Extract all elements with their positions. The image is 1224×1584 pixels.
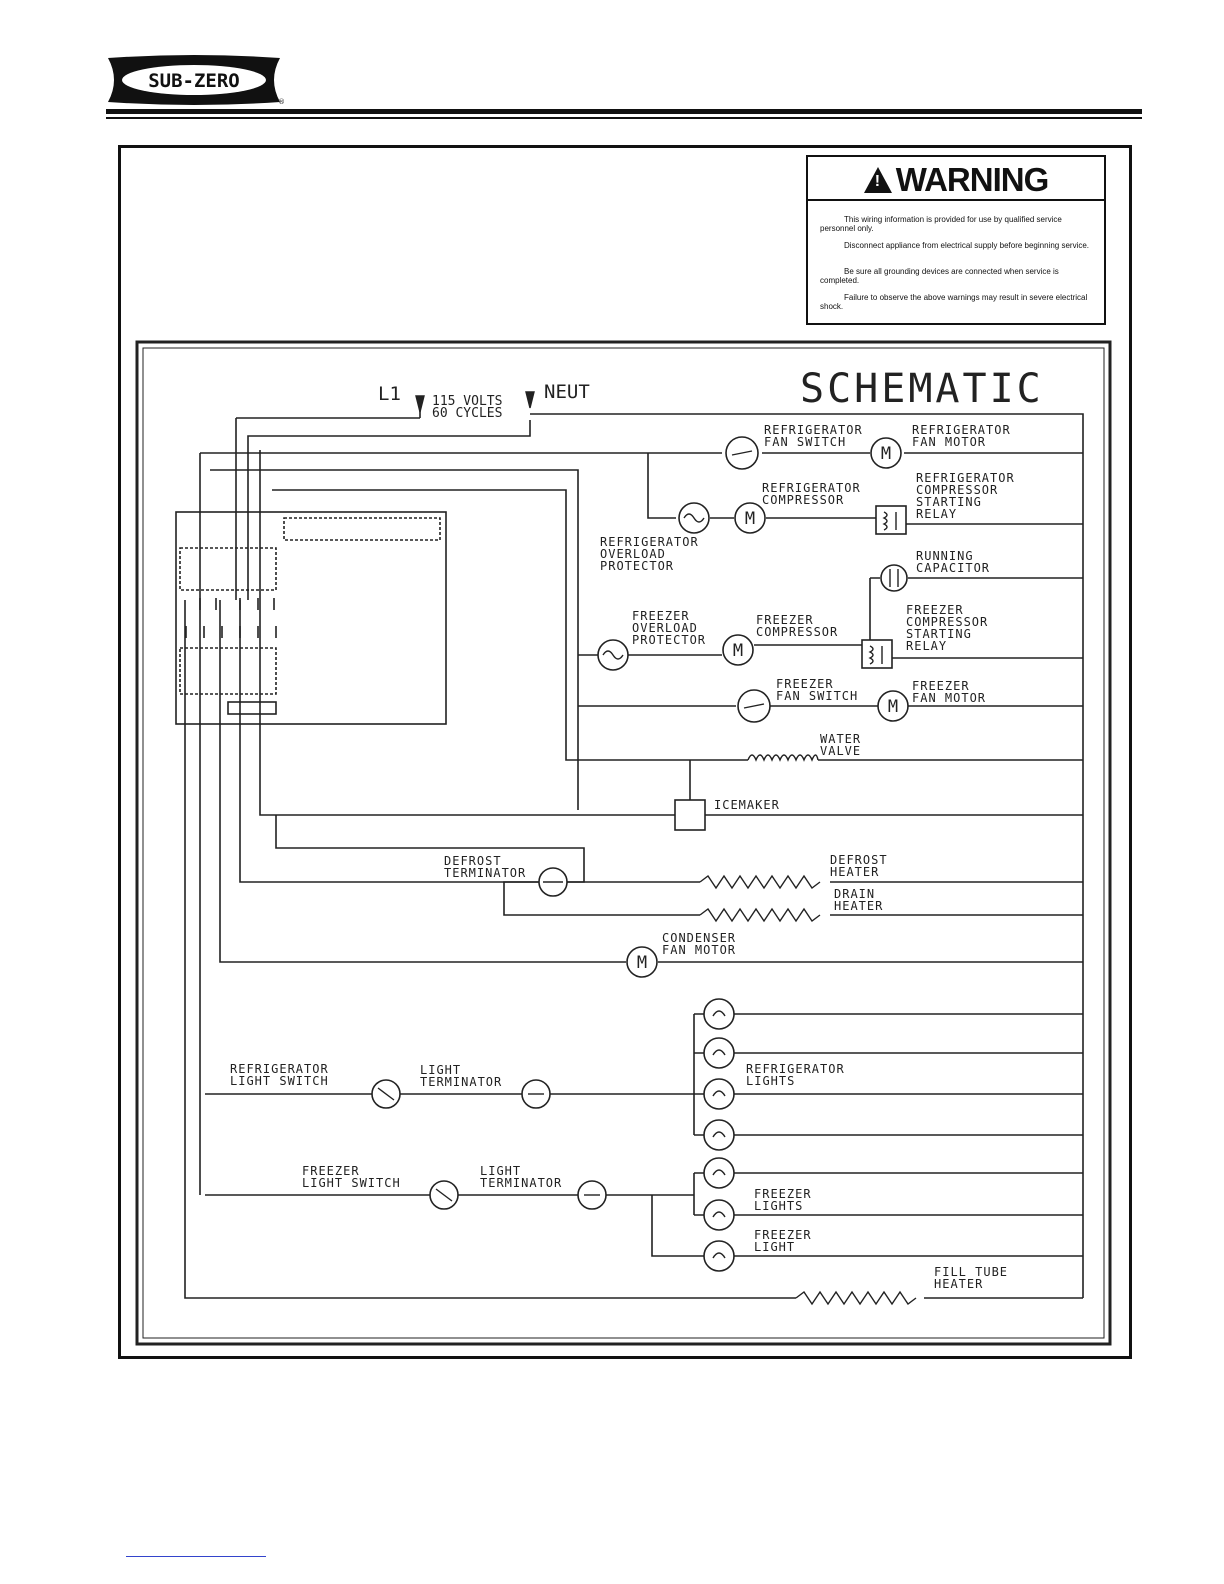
label-refrigerator-overload: OVERLOAD [600, 547, 666, 561]
motor-letter: M [732, 641, 744, 661]
label-refrigerator-relay: RELAY [916, 507, 958, 521]
refrigerator-light-bulb [704, 1079, 734, 1109]
label-freezer-lights: FREEZER [754, 1187, 812, 1201]
label-refrigerator-relay: STARTING [916, 495, 982, 509]
neut-label: NEUT [544, 381, 590, 403]
motor-letter: M [636, 953, 648, 973]
freezer-light-bulb [704, 1241, 734, 1271]
freezer-light-bulb [704, 1200, 734, 1230]
refrigerator-light-bulb [704, 999, 734, 1029]
refrigerator-light-bulb [704, 1038, 734, 1068]
motor-letter: M [744, 509, 756, 529]
label-refrigerator-light-switch: REFRIGERATOR [230, 1062, 329, 1076]
warning-paragraph: Be sure all grounding devices are connected when service is completed. [820, 267, 1059, 285]
label-refrigerator-overload: PROTECTOR [600, 559, 675, 573]
label-refrigerator-light-switch: LIGHT SWITCH [230, 1074, 329, 1088]
label-fill-tube-heater: FILL TUBE [934, 1265, 1009, 1279]
label-freezer-relay: FREEZER [906, 603, 964, 617]
label-defrost-heater: HEATER [830, 865, 880, 879]
warning-paragraph: Failure to observe the above warnings may result in severe electrical shock. [820, 293, 1088, 311]
volts-label: 115 VOLTS [432, 394, 503, 409]
label-freezer-fan-motor: FREEZER [912, 679, 970, 693]
icemaker-box [675, 800, 705, 830]
label-water-valve: VALVE [820, 744, 862, 758]
freezer-starting-relay [862, 640, 892, 668]
label-defrost-terminator: TERMINATOR [444, 866, 527, 880]
label-condenser-fan-motor: FAN MOTOR [662, 943, 737, 957]
motor-letter: M [887, 697, 899, 717]
cycles-label: 60 CYCLES [432, 406, 503, 421]
label-freezer-lights: LIGHTS [754, 1199, 804, 1213]
footer-link-rule [126, 1556, 266, 1557]
label-refrigerator-lights: REFRIGERATOR [746, 1062, 845, 1076]
label-freezer-overload: FREEZER [632, 609, 690, 623]
label-freezer-compressor: FREEZER [756, 613, 814, 627]
schematic-title: SCHEMATIC [800, 366, 1044, 412]
running-capacitor [881, 565, 907, 591]
registered-mark: ® [278, 98, 285, 106]
label-refrigerator-compressor: COMPRESSOR [762, 493, 845, 507]
label-refrigerator-light-terminator: TERMINATOR [420, 1075, 503, 1089]
label-freezer-relay: RELAY [906, 639, 948, 653]
label-freezer-overload: PROTECTOR [632, 633, 707, 647]
label-defrost-terminator: DEFROST [444, 854, 502, 868]
label-defrost-heater: DEFROST [830, 853, 888, 867]
label-freezer-light-switch: FREEZER [302, 1164, 360, 1178]
label-freezer-light-terminator: LIGHT [480, 1164, 522, 1178]
warning-paragraph: Disconnect appliance from electrical supply before beginning service. [844, 241, 1090, 250]
label-icemaker: ICEMAKER [714, 798, 780, 812]
l1-label: L1 [378, 383, 401, 405]
label-freezer-light-switch: LIGHT SWITCH [302, 1176, 401, 1190]
label-freezer-fan-switch: FAN SWITCH [776, 689, 859, 703]
warning-paragraph: This wiring information is provided for use by qualified service personnel only. [820, 215, 1062, 233]
label-freezer-relay: STARTING [906, 627, 972, 641]
label-refrigerator-light-terminator: LIGHT [420, 1063, 462, 1077]
freezer-light-bulb [704, 1158, 734, 1188]
label-freezer-light-terminator: TERMINATOR [480, 1176, 563, 1190]
label-refrigerator-relay: REFRIGERATOR [916, 471, 1015, 485]
label-refrigerator-lights: LIGHTS [746, 1074, 796, 1088]
label-freezer-fan-switch: FREEZER [776, 677, 834, 691]
label-freezer-relay: COMPRESSOR [906, 615, 989, 629]
label-condenser-fan-motor: CONDENSER [662, 931, 737, 945]
label-drain-heater: HEATER [834, 899, 884, 913]
label-fill-tube-heater: HEATER [934, 1277, 984, 1291]
warning-title-text: WARNING [895, 161, 1049, 198]
label-refrigerator-relay: COMPRESSOR [916, 483, 999, 497]
label-refrigerator-fan-switch: FAN SWITCH [764, 435, 847, 449]
label-refrigerator-overload: REFRIGERATOR [600, 535, 699, 549]
refrigerator-starting-relay [876, 506, 906, 534]
refrigerator-light-bulb [704, 1120, 734, 1150]
label-freezer-light: LIGHT [754, 1240, 796, 1254]
label-freezer-fan-motor: FAN MOTOR [912, 691, 987, 705]
label-refrigerator-compressor: REFRIGERATOR [762, 481, 861, 495]
label-water-valve: WATER [820, 732, 862, 746]
label-running-capacitor: RUNNING [916, 549, 974, 563]
label-refrigerator-fan-switch: REFRIGERATOR [764, 423, 863, 437]
label-refrigerator-fan-motor: REFRIGERATOR [912, 423, 1011, 437]
label-freezer-light: FREEZER [754, 1228, 812, 1242]
label-freezer-overload: OVERLOAD [632, 621, 698, 635]
label-running-capacitor: CAPACITOR [916, 561, 991, 575]
motor-letter: M [880, 444, 892, 464]
label-drain-heater: DRAIN [834, 887, 876, 901]
label-refrigerator-fan-motor: FAN MOTOR [912, 435, 987, 449]
logo-text: SUB-ZERO [148, 70, 240, 92]
label-freezer-compressor: COMPRESSOR [756, 625, 839, 639]
